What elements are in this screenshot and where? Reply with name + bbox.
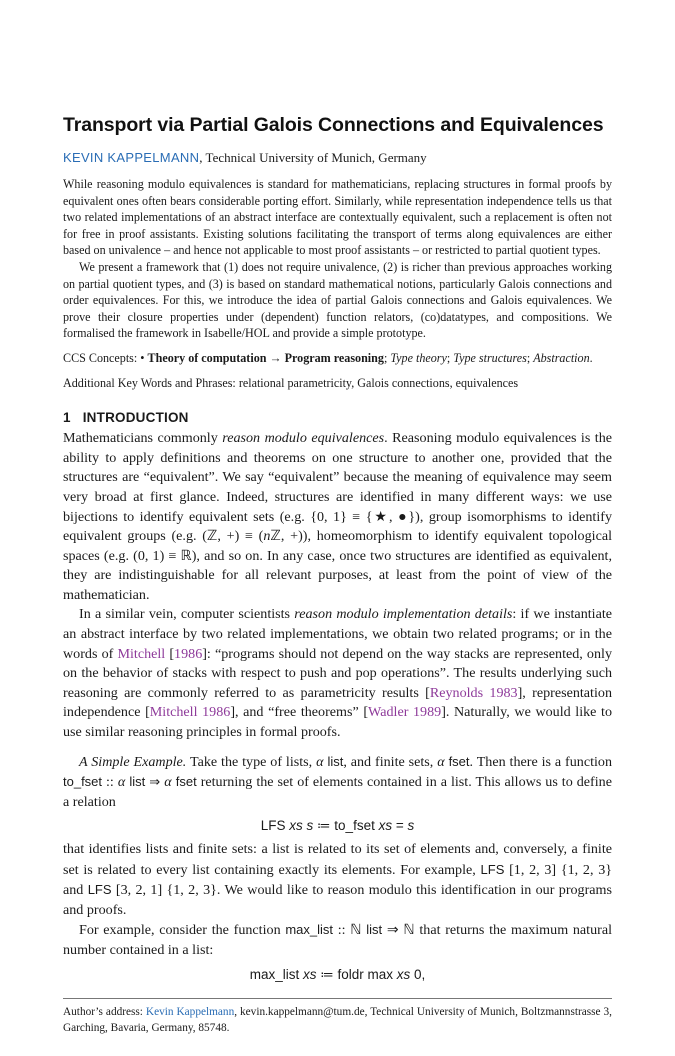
text-run: ]: “programs should not depend on the way stacks are represented, only on the behavior of stacks with respect to push and pop operations”. The results underlying such reasoning are commonly referred to as parametricity results [ — [63, 645, 612, 701]
text-run: [3, 2, 1] {1, 2, 3}. We would like to reason modulo this identification in our programs and proofs. — [63, 882, 612, 918]
text-run: that identifies lists and finite sets: a list is related to its set of elements and, conversely, a finite set is related to every list containing exactly its elements. For example, — [63, 841, 612, 878]
text-run: ], and “free theorems” [ — [230, 704, 369, 721]
text-run: ]. Naturally, we would like to use similar reasoning principles in formal proofs. — [63, 704, 612, 741]
text-run: ⇒ ℕ that returns the maximum natural number contained in a list: — [63, 922, 612, 958]
text-run: ], representation independence [ — [63, 684, 612, 721]
citation-link[interactable]: Mitchell 1986 — [149, 704, 231, 721]
citation-link[interactable]: Reynolds 1983 — [429, 684, 518, 701]
text-run: For example, consider the function — [79, 922, 286, 939]
text-run: , and finite sets, — [343, 753, 438, 770]
text-run: LFS — [260, 818, 290, 834]
text-run: returning the set of elements contained in a list. This allows us to define a relation — [63, 774, 612, 810]
footnote-rule — [63, 998, 612, 999]
text-run: max_list — [249, 966, 303, 982]
text-run: In a similar vein, computer scientists — [79, 606, 295, 623]
text-run: ≔ foldr max — [316, 966, 397, 982]
text-run: α — [437, 753, 445, 770]
section-title: INTRODUCTION — [82, 410, 189, 426]
abstract-paragraph — [63, 259, 612, 342]
text-run: [1, 2, 3] {1, 2, 3} and — [63, 861, 613, 899]
paper-page — [63, 0, 612, 1056]
text-run: n — [263, 528, 271, 545]
text-run: . Then there is a function — [469, 753, 612, 770]
text-run: [ — [165, 645, 175, 662]
display-equation — [63, 965, 612, 985]
text-run: LFS — [87, 882, 112, 898]
text-run: xs — [378, 818, 393, 834]
text-run: Type theory — [390, 350, 447, 365]
text-run: While reasoning modulo equivalences is standard for mathematicians, replacing structures in formal proofs by equivalent ones often bears considerable porting effort. Similarly, while representation independence tells us that two related implementations of an abstract interface are contextually equivalent, such a replacement is often not for free in proof assistants. Existing solutions facilitating the transport of terms along equivalences are either based on univalence – and hence not applicable to most proof assistants – or restricted to partial quotient types. — [63, 177, 612, 258]
text-run: fset — [171, 774, 197, 790]
text-run: : if we instantiate an abstract interface by two related implementations, we obtain two related programs; or in the words of — [63, 606, 612, 662]
text-run: xs — [396, 966, 411, 982]
text-run: max_list — [285, 922, 334, 938]
author-line — [63, 149, 612, 166]
abstract — [63, 176, 612, 342]
citation-link[interactable]: Mitchell — [117, 645, 166, 662]
citation-link[interactable]: 1986 — [174, 645, 203, 662]
author-address-footnote — [63, 1004, 612, 1056]
text-run: Mathematicians commonly — [63, 430, 223, 447]
text-run: . Reasoning modulo equivalences is the ability to apply definitions and theorems on one structure to another one, provided that the structures are “equivalent”. We say “equivalent” because the meaning of equivalence may seem very broad at first glance. Indeed, structures are identified in many different ways: we use bijections to identify equivalent sets (e.g. {0, 1} ≡ {★, ●}), group isomorphisms to identify equivalent groups (e.g. (ℤ, +) ≡ ( — [63, 430, 613, 545]
text-run: ℤ, +)), homeomorphism to identify equivalent topological spaces (e.g. (0, 1) ≡ ℝ), and so on. In any case, once two structures are identified as equivalent, they are indistinguishable for all relevant purposes, at least from the point of view of the mathematician. — [63, 528, 612, 603]
abstract-paragraph — [63, 176, 612, 259]
text-run: = — [392, 818, 408, 834]
text-run: α — [117, 774, 126, 791]
text-run: list — [366, 922, 383, 938]
text-run: . — [589, 350, 593, 365]
text-run: xs — [302, 966, 317, 982]
text-run: CCS Concepts: • — [63, 350, 148, 365]
text-run: Type structures — [453, 350, 527, 365]
section-number: 1 — [63, 410, 71, 426]
text-run: α — [164, 774, 172, 791]
text-run: :: — [102, 774, 118, 791]
body-text — [63, 429, 612, 988]
text-run: reason modulo implementation details — [294, 606, 513, 623]
ccs-concepts — [63, 350, 612, 367]
text-run: , kevin.kappelmann@tum.de, Technical University of Munich, Boltzmannstrasse 3, Garching, Bavaria, Germany, 85748. — [63, 1006, 612, 1035]
citation-link[interactable]: Wadler 1989 — [368, 704, 442, 721]
text-run: Program reasoning — [284, 350, 384, 365]
text-run: to_fset — [63, 774, 103, 790]
text-run: ; — [383, 350, 391, 365]
author-link[interactable]: Kevin Kappelmann — [145, 1006, 235, 1019]
text-run: Theory of computation — [147, 350, 267, 365]
section-heading — [63, 409, 612, 427]
body-paragraph — [63, 920, 612, 960]
text-run: ; — [526, 350, 534, 365]
text-run: → — [266, 350, 285, 365]
text-run: list — [323, 753, 344, 769]
body-paragraph — [63, 605, 612, 742]
text-run: ≔ to_fset — [313, 818, 379, 834]
text-run: Take the type of lists, — [186, 753, 317, 770]
paper-title: Transport via Partial Galois Connections and Equivalences — [63, 114, 604, 136]
text-run: :: ℕ — [333, 922, 367, 939]
author-name[interactable]: KEVIN KAPPELMANN — [63, 150, 200, 165]
text-run: s — [407, 818, 415, 834]
text-run: fset — [444, 753, 470, 769]
text-run: Abstraction — [533, 350, 590, 365]
text-run: We present a framework that (1) does not require univalence, (2) is richer than previous approaches working on partial quotient types, and (3) is based on standard mathematical notions, particularly Galois connections and order equivalences. For this, we introduce the idea of partial Galois connections and Galois equivalences. We prove their closure properties under (dependent) function relators, (co)datatypes, and compositions. We formalised the framework in Isabelle/HOL and provide a simple prototype. — [63, 259, 612, 341]
text-run: ; — [446, 350, 454, 365]
display-equation — [63, 816, 612, 836]
text-run: Author’s address: — [63, 1006, 146, 1019]
body-paragraph — [63, 752, 612, 813]
keywords: Additional Key Words and Phrases: relational parametricity, Galois connections, equivalences — [63, 375, 519, 390]
text-run: α — [316, 753, 324, 770]
text-run: list ⇒ — [125, 774, 165, 790]
body-paragraph — [63, 429, 612, 605]
text-run: 0, — [410, 966, 426, 982]
text-run: A Simple Example. — [79, 753, 187, 770]
author-affiliation: , Technical University of Munich, Germany — [199, 150, 427, 165]
text-run: reason modulo equivalences — [222, 430, 385, 447]
text-run: xs s — [289, 818, 314, 834]
text-run: LFS — [480, 861, 505, 877]
body-paragraph — [63, 840, 612, 920]
